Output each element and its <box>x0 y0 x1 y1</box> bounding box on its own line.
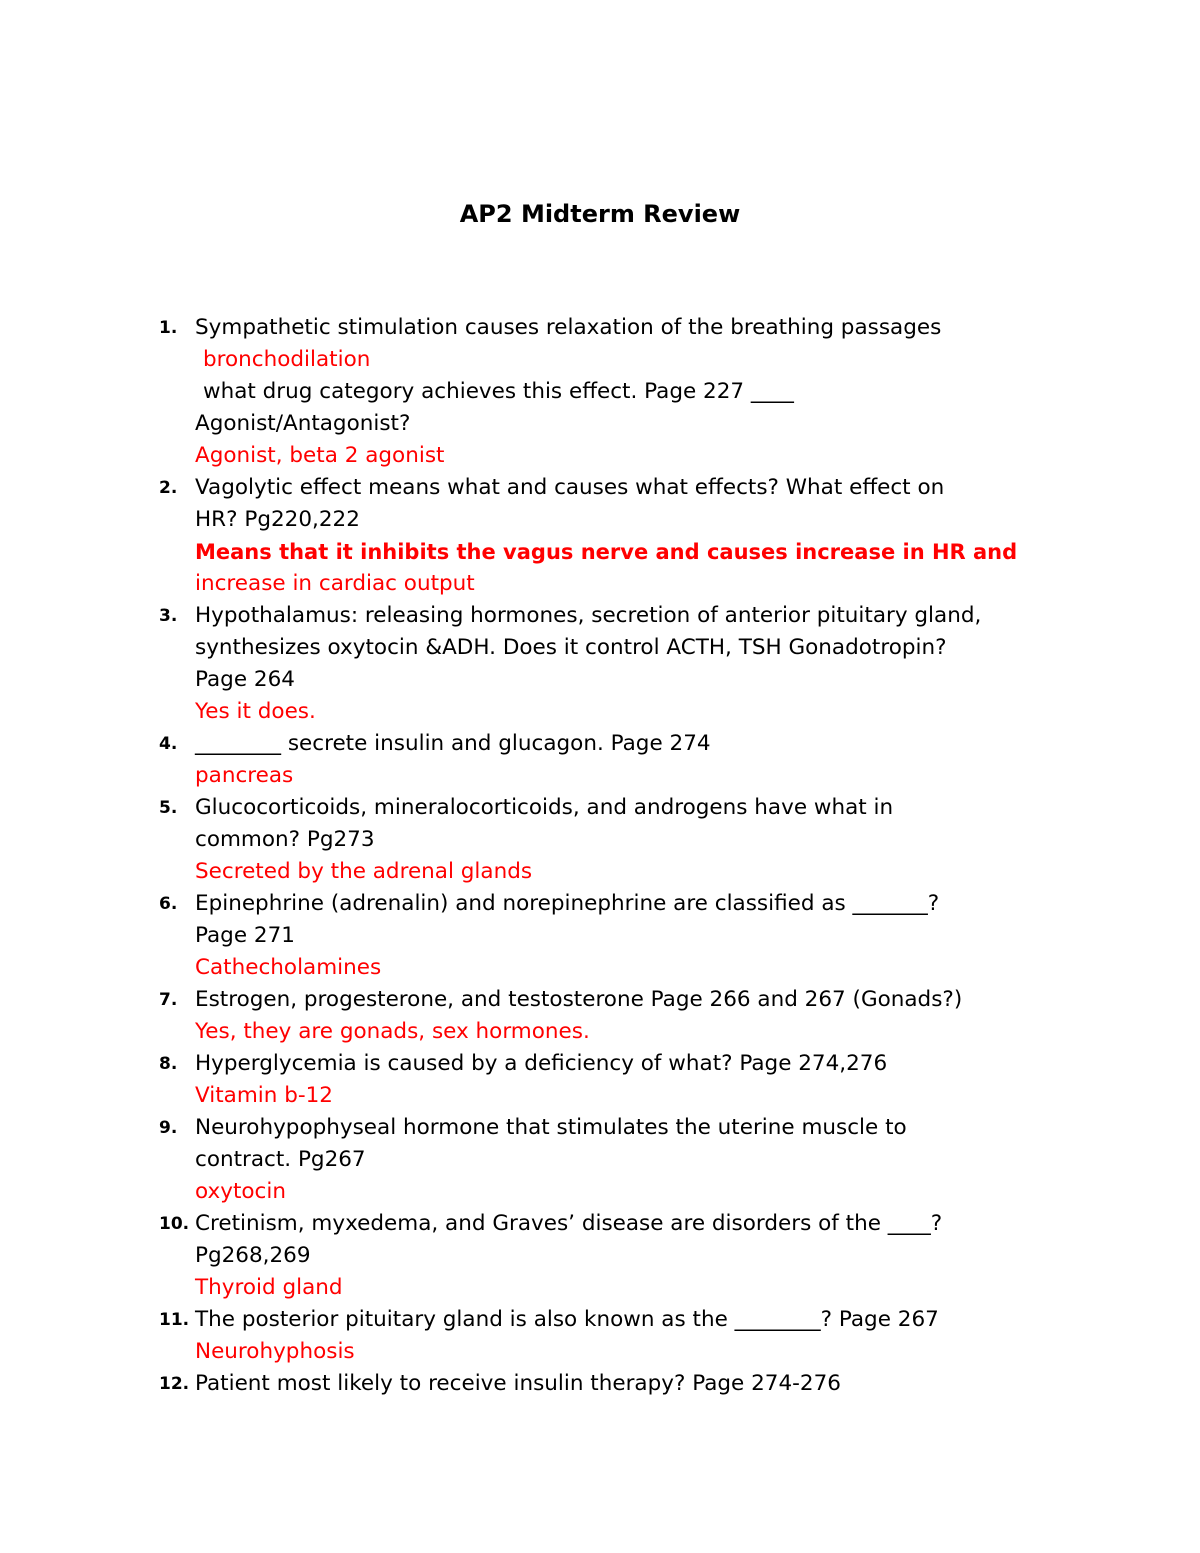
question-number: 6. <box>159 894 178 914</box>
question-item <box>0 1208 1200 1304</box>
question-number: 1. <box>159 318 178 338</box>
question-content <box>195 472 1075 600</box>
question-text: Sympathetic stimulation causes relaxation of the breathing passages <box>195 315 942 340</box>
answer-text: oxytocin <box>195 1179 286 1204</box>
question-text: Page 271 <box>195 923 295 948</box>
question-text: Hypothalamus: releasing hormones, secretion of anterior pituitary gland, <box>195 603 982 628</box>
question-item <box>0 600 1200 728</box>
answer-text: Neurohyphosis <box>195 1339 355 1364</box>
answer-text: Yes, they are gonads, sex hormones. <box>195 1019 590 1044</box>
question-text: HR? Pg220,222 <box>195 507 360 532</box>
question-text: Cretinism, myxedema, and Graves’ disease are disorders of the ____? <box>195 1211 943 1236</box>
question-text: Glucocorticoids, mineralocorticoids, and androgens have what in <box>195 795 894 820</box>
question-number: 9. <box>159 1118 178 1138</box>
answer-text: Thyroid gland <box>195 1275 343 1300</box>
question-item <box>0 984 1200 1048</box>
answer-text: increase in cardiac output <box>195 571 475 596</box>
answer-text: bronchodilation <box>203 347 371 372</box>
question-content <box>195 1304 1075 1368</box>
question-text: Estrogen, progesterone, and testosterone Page 266 and 267 (Gonads?) <box>195 987 963 1012</box>
question-number: 4. <box>159 734 178 754</box>
answer-text: Secreted by the adrenal glands <box>195 859 533 884</box>
question-item <box>0 312 1200 472</box>
question-text: ________ secrete insulin and glucagon. Page 274 <box>195 731 711 756</box>
question-content <box>195 728 1075 792</box>
question-text: contract. Pg267 <box>195 1147 366 1172</box>
question-number: 2. <box>159 478 178 498</box>
question-number: 5. <box>159 798 178 818</box>
question-content <box>195 1208 1075 1304</box>
question-text: common? Pg273 <box>195 827 375 852</box>
question-content <box>195 312 1075 472</box>
question-text: Agonist/Antagonist? <box>195 411 411 436</box>
question-content <box>195 888 1075 984</box>
question-number: 7. <box>159 990 178 1010</box>
question-text: Vagolytic effect means what and causes what effects? What effect on <box>195 475 945 500</box>
question-number: 11. <box>159 1310 190 1330</box>
answer-text: Agonist, beta 2 agonist <box>195 443 445 468</box>
answer-text: pancreas <box>195 763 294 788</box>
question-text: Page 264 <box>195 667 295 692</box>
question-text: Patient most likely to receive insulin therapy? Page 274-276 <box>195 1371 841 1396</box>
page-title: AP2 Midterm Review <box>459 200 741 228</box>
question-content <box>195 1112 1075 1208</box>
question-content <box>195 984 1075 1048</box>
question-number: 12. <box>159 1374 190 1394</box>
question-text: Pg268,269 <box>195 1243 311 1268</box>
question-text: Hyperglycemia is caused by a deficiency of what? Page 274,276 <box>195 1051 888 1076</box>
question-item <box>0 728 1200 792</box>
question-item <box>0 888 1200 984</box>
answer-text: Yes it does. <box>195 699 316 724</box>
question-item <box>0 1112 1200 1208</box>
answer-text: Cathecholamines <box>195 955 382 980</box>
question-item <box>0 1368 1200 1400</box>
question-text: what drug category achieves this effect. Page 227 ____ <box>203 379 794 404</box>
question-item <box>0 792 1200 888</box>
question-content <box>195 792 1075 888</box>
question-content <box>195 600 1075 728</box>
question-item <box>0 472 1200 600</box>
question-text: Epinephrine (adrenalin) and norepinephrine are classified as _______? <box>195 891 940 916</box>
question-text: The posterior pituitary gland is also known as the ________? Page 267 <box>195 1307 939 1332</box>
question-list <box>0 312 1200 1400</box>
question-content <box>195 1048 1075 1112</box>
question-item <box>0 1048 1200 1112</box>
answer-text: Vitamin b-12 <box>195 1083 333 1108</box>
question-number: 10. <box>159 1214 190 1234</box>
question-text: Neurohypophyseal hormone that stimulates the uterine muscle to <box>195 1115 907 1140</box>
question-number: 8. <box>159 1054 178 1074</box>
answer-text: Means that it inhibits the vagus nerve and causes increase in HR and <box>195 540 1018 564</box>
question-item <box>0 1304 1200 1368</box>
question-number: 3. <box>159 606 178 626</box>
question-text: synthesizes oxytocin &ADH. Does it control ACTH, TSH Gonadotropin? <box>195 635 947 660</box>
question-content <box>195 1368 1075 1400</box>
